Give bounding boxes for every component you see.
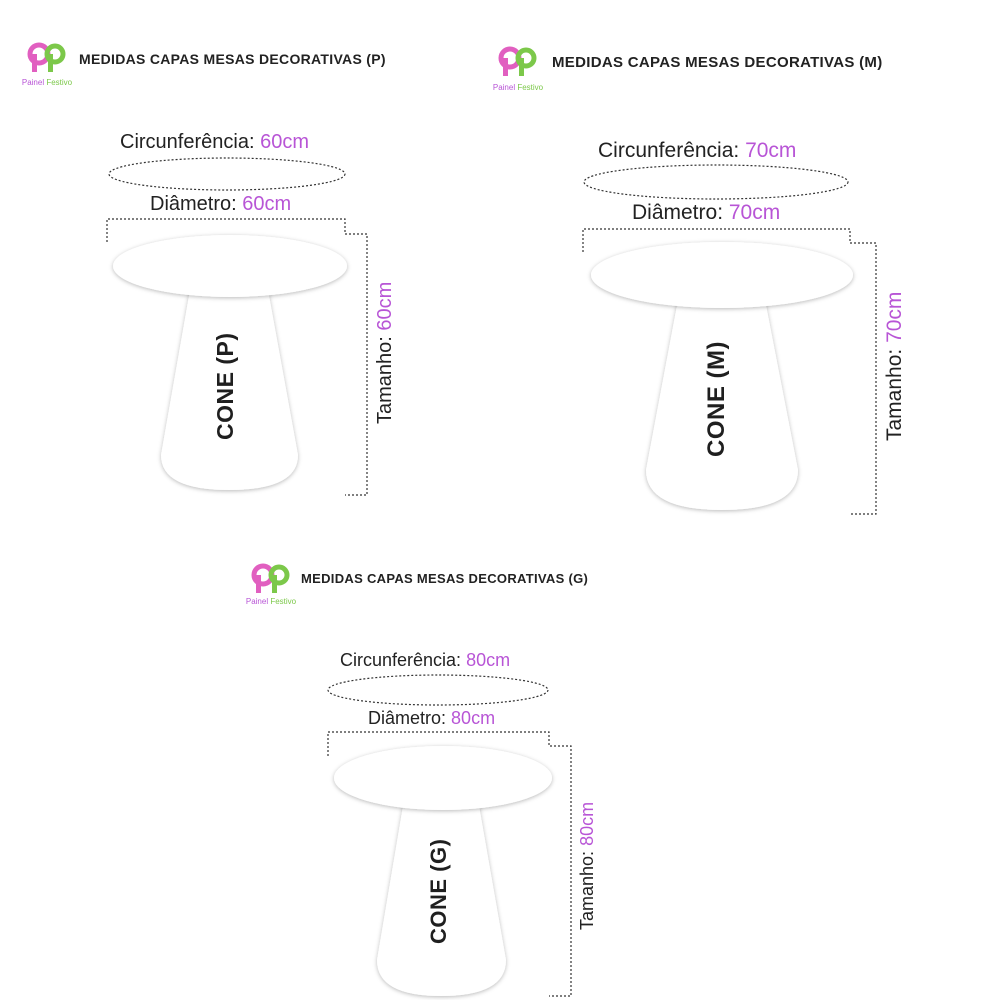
circumference-ellipse-p xyxy=(109,158,345,190)
circumference-value: 70cm xyxy=(745,139,797,162)
diameter-label-m xyxy=(632,201,780,225)
size-text: Tamanho: xyxy=(577,850,597,930)
diameter-value: 80cm xyxy=(451,708,496,728)
size-label-p xyxy=(374,282,397,424)
diameter-value: 60cm xyxy=(242,193,292,215)
diameter-text: Diâmetro: xyxy=(368,708,447,728)
logo-word-festivo: Festivo xyxy=(517,83,544,92)
circumference-value: 80cm xyxy=(466,650,511,670)
logo-word-painel: Painel xyxy=(492,83,516,92)
circumference-label-m xyxy=(598,139,796,163)
logo-painel-festivo-g xyxy=(241,563,301,613)
pf-logo-icon xyxy=(251,563,291,597)
cone-label-g: CONE (G) xyxy=(426,838,451,944)
diameter-value: 70cm xyxy=(728,201,781,224)
logo-word-painel: Painel xyxy=(245,597,269,606)
diameter-text: Diâmetro: xyxy=(150,193,237,215)
tabletop-p xyxy=(113,235,347,297)
size-value: 60cm xyxy=(374,281,396,331)
size-value: 80cm xyxy=(577,801,597,846)
pf-logo-icon xyxy=(498,46,538,80)
size-value: 70cm xyxy=(883,291,906,343)
panel-title-p: MEDIDAS CAPAS MESAS DECORATIVAS (P) xyxy=(79,51,386,67)
circumference-value: 60cm xyxy=(260,131,309,153)
cone-label-p: CONE (P) xyxy=(212,332,238,440)
diameter-text: Diâmetro: xyxy=(632,201,724,224)
tabletop-m xyxy=(591,242,853,308)
cone-label-m: CONE (M) xyxy=(703,341,730,457)
logo-word-painel: Painel xyxy=(21,78,45,87)
logo-painel-festivo-m xyxy=(488,46,548,96)
circumference-text: Circunferência: xyxy=(120,131,255,153)
panel-title-m: MEDIDAS CAPAS MESAS DECORATIVAS (M) xyxy=(552,54,883,71)
tabletop-g xyxy=(334,746,552,810)
circumference-label-p xyxy=(120,131,309,154)
circumference-text: Circunferência: xyxy=(598,139,740,162)
logo-painel-festivo-p xyxy=(17,42,77,92)
diameter-label-p xyxy=(150,193,291,216)
pf-logo-icon xyxy=(27,42,67,76)
size-text: Tamanho: xyxy=(883,348,906,441)
size-label-m xyxy=(883,292,907,441)
logo-word-festivo: Festivo xyxy=(46,78,73,87)
size-label-g xyxy=(577,802,598,930)
circumference-label-g xyxy=(340,650,510,671)
size-text: Tamanho: xyxy=(374,336,396,424)
circumference-ellipse-m xyxy=(584,165,848,199)
circumference-text: Circunferência: xyxy=(340,650,462,670)
diameter-label-g xyxy=(368,708,495,729)
panel-title-g: MEDIDAS CAPAS MESAS DECORATIVAS (G) xyxy=(301,571,589,586)
circumference-ellipse-g xyxy=(328,675,548,705)
logo-word-festivo: Festivo xyxy=(270,597,297,606)
